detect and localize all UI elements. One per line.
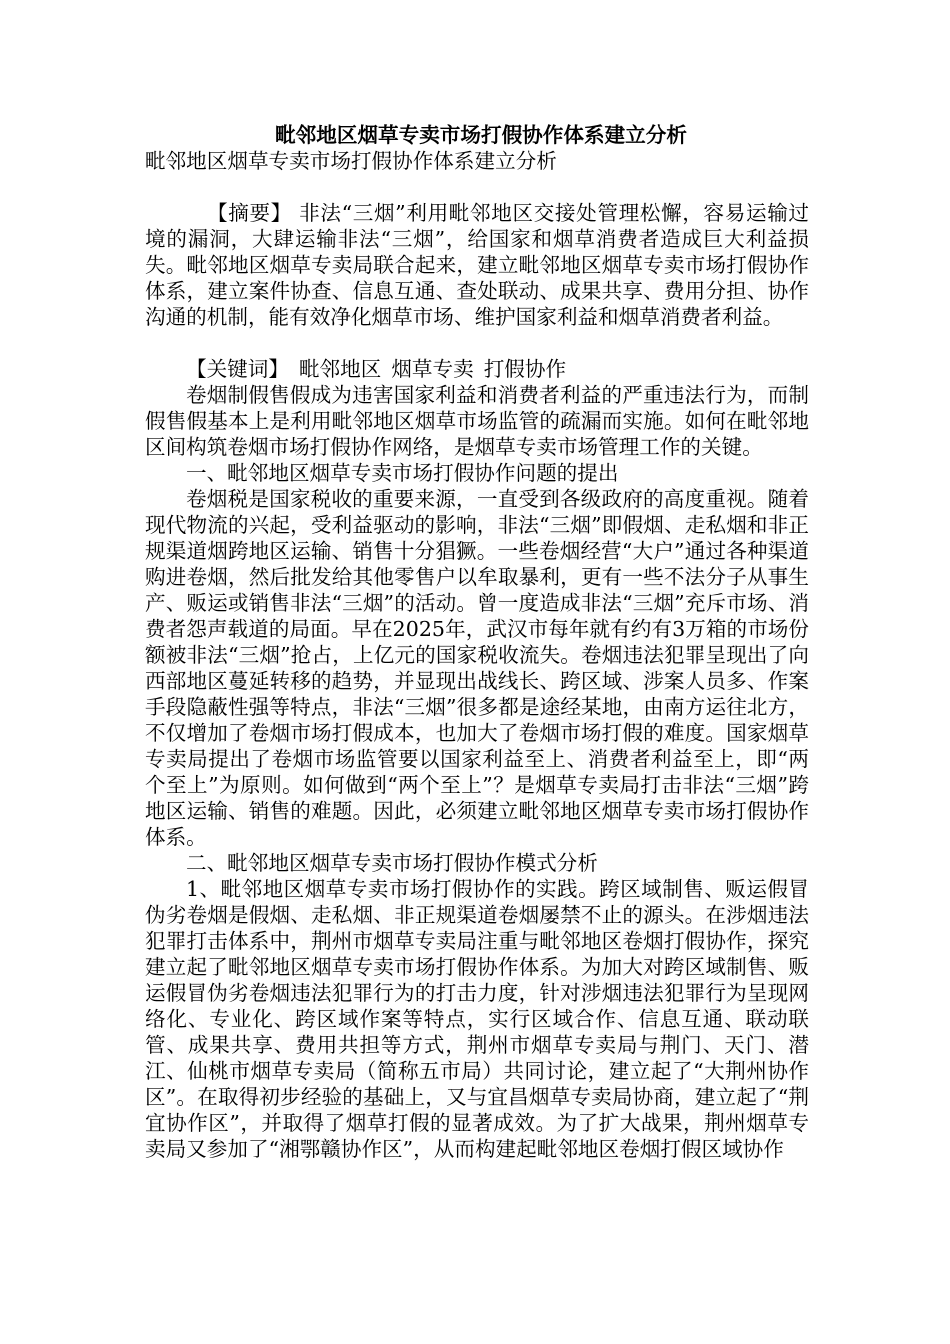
abstract-paragraph [145, 200, 809, 330]
body-paragraph: 1、毗邻地区烟草专卖市场打假协作的实践。跨区域制售、贩运假冒伪劣卷烟是假烟、走私烟、非正规渠道卷烟屡禁不止的源头。在涉烟违法犯罪打击体系中，荆州市烟草专卖局注重与毗邻地区卷烟打假协作，探究建立起了毗邻地区烟草专卖市场打假协作体系。为加大对跨区域制售、贩运假冒伪劣卷烟违法犯罪行为的打击力度，针对涉烟违法犯罪行为呈现网络化、专业化、跨区域作案等特点，实行区域合作、信息互通、联动联管、成果共享、费用共担等方式，荆州市烟草专卖局与荆门、天门、潜江、仙桃市烟草专卖局（简称五市局）共同讨论，建立起了“大荆州协作区”。在取得初步经验的基础上，又与宜昌烟草专卖局协商，建立起了“荆宜协作区”，并取得了烟草打假的显著成效。为了扩大战果，荆州烟草专卖局又参加了“湘鄂赣协作区”，从而构建起毗邻地区卷烟打假区域协作 [145, 877, 809, 1161]
keyword: 毗邻地区 [298, 357, 382, 381]
keyword: 打假协作 [483, 357, 567, 381]
blank-line [145, 330, 809, 356]
document-page [145, 122, 809, 1162]
abstract-label: 【摘要】 [207, 201, 292, 225]
section-heading: 一、毗邻地区烟草专卖市场打假协作问题的提出 [186, 461, 619, 485]
keyword: 烟草专卖 [391, 357, 474, 381]
document-subtitle: 毗邻地区烟草专卖市场打假协作体系建立分析 [145, 149, 557, 173]
keywords-label: 【关键词】 [186, 357, 289, 381]
abstract-text: 非法“三烟”利用毗邻地区交接处管理松懈，容易运输过境的漏洞，大肆运输非法“三烟”，给国家和烟草消费者造成巨大利益损失。毗邻地区烟草专卖局联合起来，建立毗邻地区烟草专卖市场打假协作体系，建立案件协查、信息互通、查处联动、成果共享、费用分担、协作沟通的机制，能有效净化烟草市场、维护国家利益和烟草消费者利益。 [145, 201, 810, 329]
keywords-paragraph [145, 356, 809, 382]
body-paragraph: 卷烟税是国家税收的重要来源，一直受到各级政府的高度重视。随着现代物流的兴起，受利益驱动的影响，非法“三烟”即假烟、走私烟和非正规渠道烟跨地区运输、销售十分猖獗。一些卷烟经营“大户”通过各种渠道购进卷烟，然后批发给其他零售户以牟取暴利，更有一些不法分子从事生产、贩运或销售非法“三烟”的活动。曾一度造成非法“三烟”充斥市场、消费者怨声载道的局面。早在2025年，武汉市每年就有约有3万箱的市场份额被非法“三烟”抢占，上亿元的国家税收流失。卷烟违法犯罪呈现出了向西部地区蔓延转移的趋势，并显现出战线长、跨区域、涉案人员多、作案手段隐蔽性强等特点，非法“三烟”很多都是途经某地，由南方运往北方，不仅增加了卷烟市场打假成本，也加大了卷烟市场打假的难度。国家烟草专卖局提出了卷烟市场监管要以国家利益至上、消费者利益至上，即“两个至上”为原则。如何做到“两个至上”？是烟草专卖局打击非法“三烟”跨地区运输、销售的难题。因此，必须建立毗邻地区烟草专卖市场打假协作体系。 [145, 487, 809, 849]
document-title: 毗邻地区烟草专卖市场打假协作体系建立分析 [275, 123, 687, 147]
body-paragraph: 卷烟制假售假成为违害国家利益和消费者利益的严重违法行为，而制假售假基本上是利用毗邻地区烟草市场监管的疏漏而实施。如何在毗邻地区间构筑卷烟市场打假协作网络，是烟草专卖市场管理工作的关键。 [145, 383, 809, 459]
blank-line [145, 174, 809, 200]
section-heading: 二、毗邻地区烟草专卖市场打假协作模式分析 [186, 851, 598, 875]
